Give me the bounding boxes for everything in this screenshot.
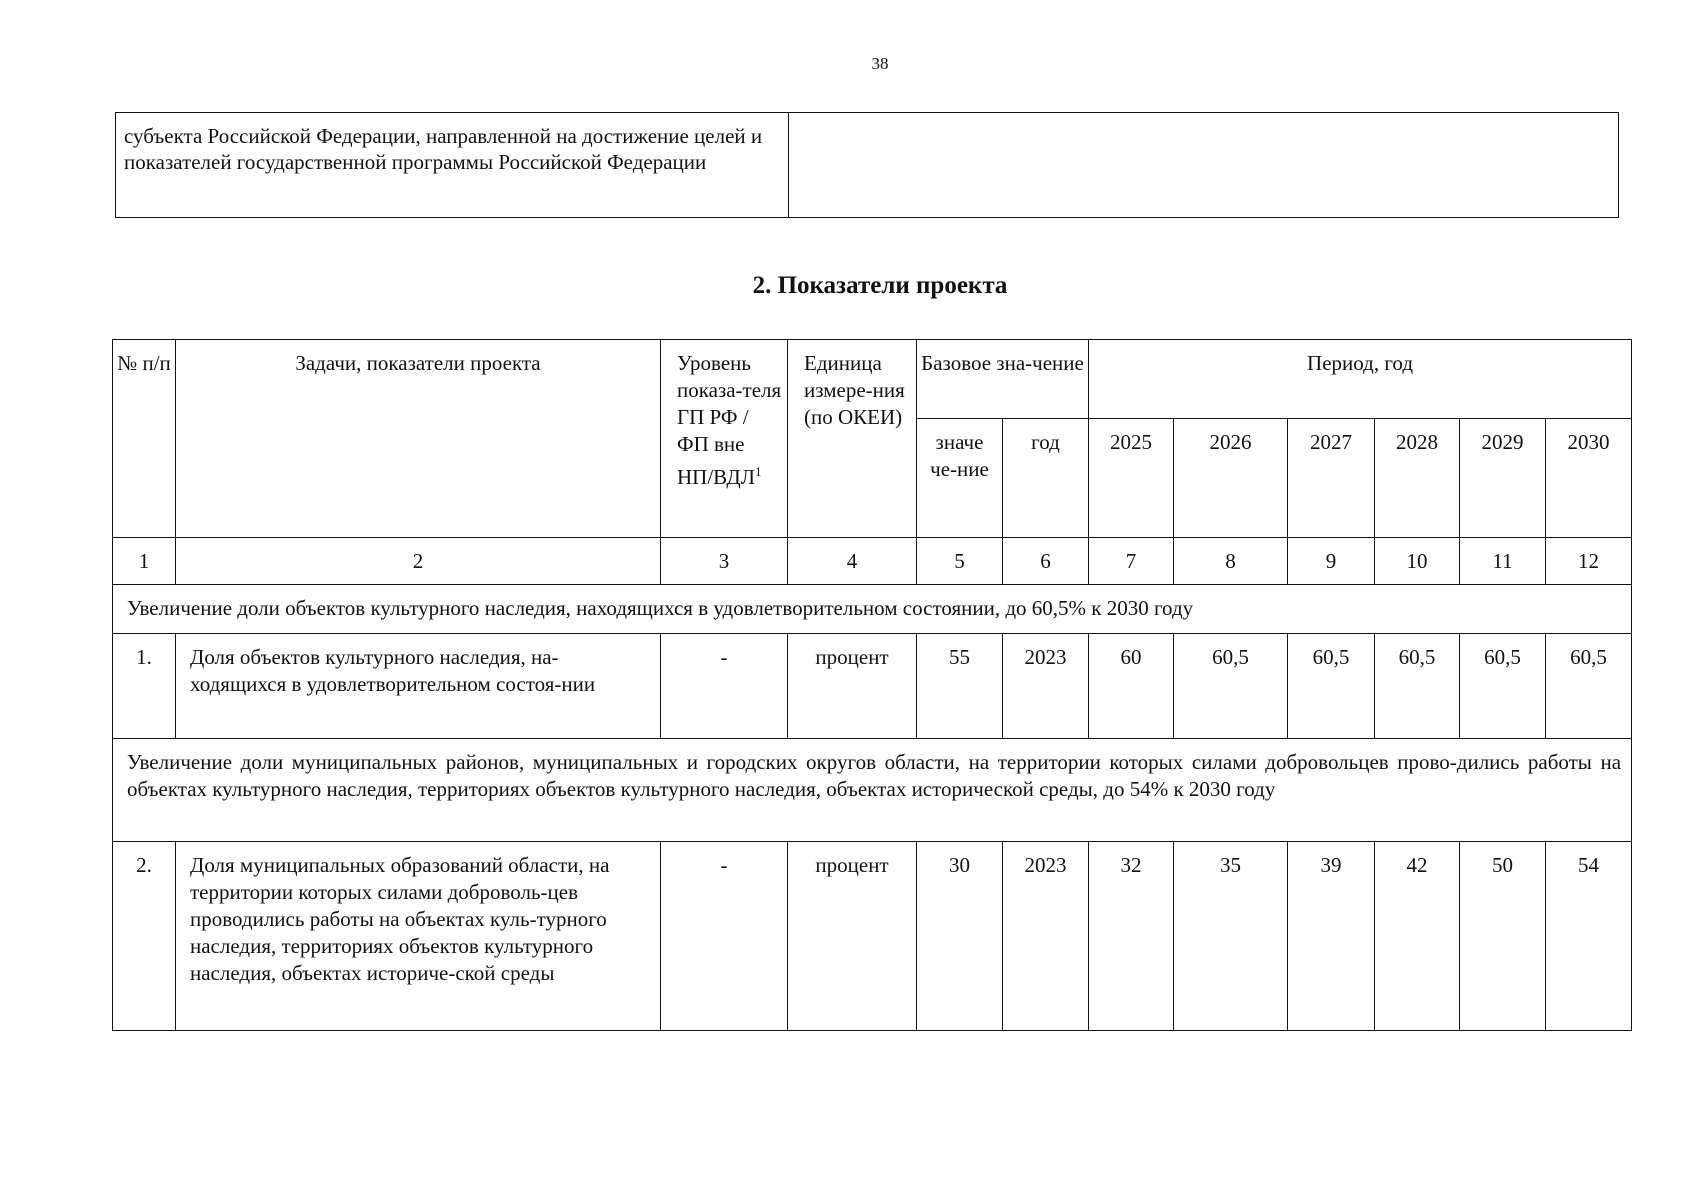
column-number: 8 [1174, 538, 1288, 585]
header-row-1 [113, 340, 1632, 419]
top-fragment-left-cell: субъекта Российской Федерации, направленной на достижение целей и показателей государственной программы Российской Федерации [116, 113, 789, 218]
section-title: 2. Показатели проекта [752, 272, 1008, 299]
row-base-value: 55 [917, 634, 1003, 739]
header-year-2030: 2030 [1546, 419, 1632, 538]
row-unit: процент [788, 842, 917, 1031]
header-level-text: Уровень показа-теля ГП РФ / ФП вне НП/ВДЛ [677, 351, 782, 489]
column-number: 4 [788, 538, 917, 585]
header-period: Период, год [1089, 340, 1632, 419]
row-unit: процент [788, 634, 917, 739]
row-value-2030: 54 [1546, 842, 1632, 1031]
row-num: 1. [113, 634, 176, 739]
header-base: Базовое зна-чение [917, 340, 1089, 419]
row-value-2025: 32 [1089, 842, 1174, 1031]
row-base-year: 2023 [1003, 842, 1089, 1031]
header-year-2027: 2027 [1288, 419, 1375, 538]
column-number: 1 [113, 538, 176, 585]
goal-title: Увеличение доли объектов культурного наследия, находящихся в удовлетворительном состоянии, до 60,5% к 2030 году [113, 585, 1632, 634]
row-value-2027: 39 [1288, 842, 1375, 1031]
column-number: 6 [1003, 538, 1089, 585]
column-number: 2 [176, 538, 661, 585]
row-level: - [661, 634, 788, 739]
row-value-2030: 60,5 [1546, 634, 1632, 739]
top-fragment-row [116, 113, 1619, 218]
header-year-2025: 2025 [1089, 419, 1174, 538]
column-number: 7 [1089, 538, 1174, 585]
goal-title: Увеличение доли муниципальных районов, муниципальных и городских округов области, на территории которых силами добровольцев прово-дились работы на объектах культурного наследия, территориях объектов культурного наследия, объектах исторической среды, до 54% к 2030 году [113, 739, 1632, 842]
row-value-2027: 60,5 [1288, 634, 1375, 739]
row-value-2028: 60,5 [1375, 634, 1460, 739]
row-value-2029: 50 [1460, 842, 1546, 1031]
page-number: 38 [871, 54, 889, 73]
column-number: 5 [917, 538, 1003, 585]
header-unit: Единица измере-ния (по ОКЕИ) [788, 340, 917, 538]
column-number: 11 [1460, 538, 1546, 585]
column-number: 12 [1546, 538, 1632, 585]
row-num: 2. [113, 842, 176, 1031]
goal-row-2 [113, 739, 1632, 842]
row-level: - [661, 842, 788, 1031]
header-num: № п/п [113, 340, 176, 538]
top-fragment-right-cell [789, 113, 1619, 218]
header-level [661, 340, 788, 538]
row-value-2025: 60 [1089, 634, 1174, 739]
header-task: Задачи, показатели проекта [176, 340, 661, 538]
row-name: Доля муниципальных образований области, на территории которых силами доброволь-цев проводились работы на объектах куль-турного наследия, территориях объектов культурного наследия, объектах историче-ской среды [176, 842, 661, 1031]
header-year-2026: 2026 [1174, 419, 1288, 538]
header-year-2028: 2028 [1375, 419, 1460, 538]
row-value-2026: 60,5 [1174, 634, 1288, 739]
row-name: Доля объектов культурного наследия, на-ходящихся в удовлетворительном состоя-нии [176, 634, 661, 739]
row-value-2029: 60,5 [1460, 634, 1546, 739]
table-row [113, 842, 1632, 1031]
table-row [113, 634, 1632, 739]
column-numbers-row [113, 538, 1632, 585]
indicators-table [112, 339, 1632, 1031]
header-base-value: значе че-ние [917, 419, 1003, 538]
header-base-year: год [1003, 419, 1089, 538]
column-number: 10 [1375, 538, 1460, 585]
header-year-2029: 2029 [1460, 419, 1546, 538]
row-base-value: 30 [917, 842, 1003, 1031]
goal-row-1 [113, 585, 1632, 634]
top-fragment-table [115, 112, 1619, 218]
row-base-year: 2023 [1003, 634, 1089, 739]
header-level-footnote: 1 [754, 464, 762, 479]
row-value-2028: 42 [1375, 842, 1460, 1031]
column-number: 9 [1288, 538, 1375, 585]
column-number: 3 [661, 538, 788, 585]
row-value-2026: 35 [1174, 842, 1288, 1031]
